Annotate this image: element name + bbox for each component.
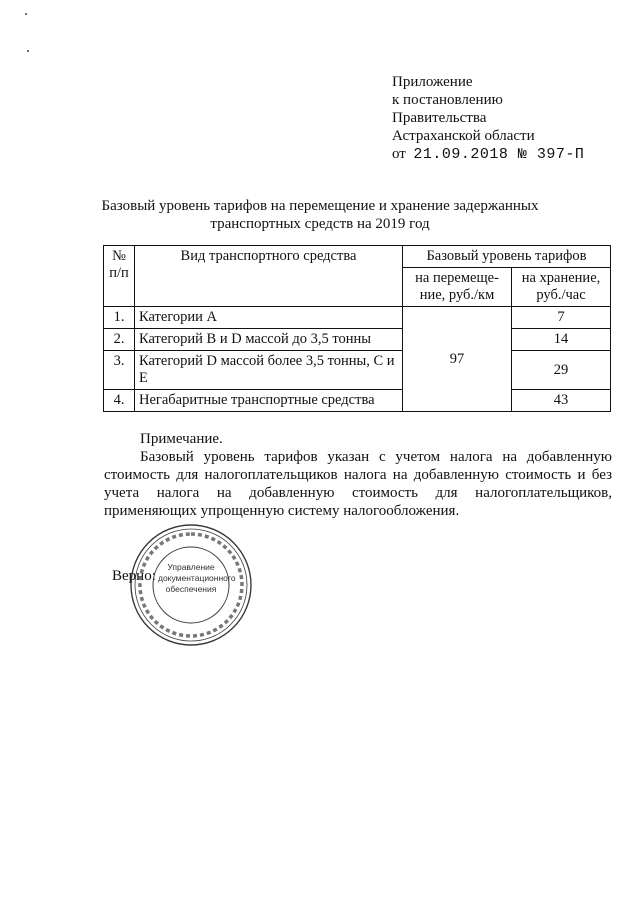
appendix-line: к постановлению [392,92,503,108]
table-row [104,307,611,329]
row-num: 2. [104,329,135,351]
row-name: Негабаритные транспортные средства [135,390,403,412]
header-base: Базовый уровень тарифов [403,246,611,268]
row-num: 4. [104,390,135,412]
stamp-inner-text [158,562,236,595]
note-block [104,430,612,520]
scan-mark [27,50,29,52]
header-num: № п/п [104,246,135,307]
appendix-block [392,73,584,164]
row-store: 29 [512,351,611,390]
table-row [104,351,611,390]
stamp-line: Управление [167,562,215,572]
document-title [90,197,550,233]
title-line: транспортных средств на 2019 год [210,216,430,232]
table-row [104,390,611,412]
header-type: Вид транспортного средства [135,246,403,307]
tariff-table [103,245,611,412]
row-name: Категории А [135,307,403,329]
table-header-row [104,246,611,268]
appendix-line: Приложение [392,74,473,90]
note-text: Базовый уровень тарифов указан с учетом налога на добавленную стоимость для налогоплательщиков налога на добавленную стоимость и без учета налога на добавленную стоимость для налогоплательщиков, применяющих упрощенную систему налогообложения. [104,449,612,519]
appendix-date [392,145,584,164]
row-store: 43 [512,390,611,412]
row-num: 3. [104,351,135,390]
stamp-line: обеспечения [165,584,217,594]
header-store: на хранение, руб./час [512,268,611,307]
title-line: Базовый уровень тарифов на перемещение и хранение задержанных [101,198,539,214]
header-move: на перемеще-ние, руб./км [403,268,512,307]
row-name: Категорий D массой более 3,5 тонны, С и Е [135,351,403,390]
note-title: Примечание. [140,431,223,447]
row-store: 14 [512,329,611,351]
table-row [104,329,611,351]
appendix-line: Правительства [392,110,487,126]
date-number: 21.09.2018 № 397-П [413,146,585,163]
date-prefix: от [392,146,406,162]
appendix-line: Астраханской области [392,128,535,144]
verno-label: Верно: [112,568,156,584]
row-num: 1. [104,307,135,329]
stamp-line: документационного [158,573,236,583]
row-name: Категорий В и D массой до 3,5 тонны [135,329,403,351]
scan-mark [25,13,27,15]
official-stamp [128,522,254,648]
row-store: 7 [512,307,611,329]
move-value: 97 [403,307,512,412]
